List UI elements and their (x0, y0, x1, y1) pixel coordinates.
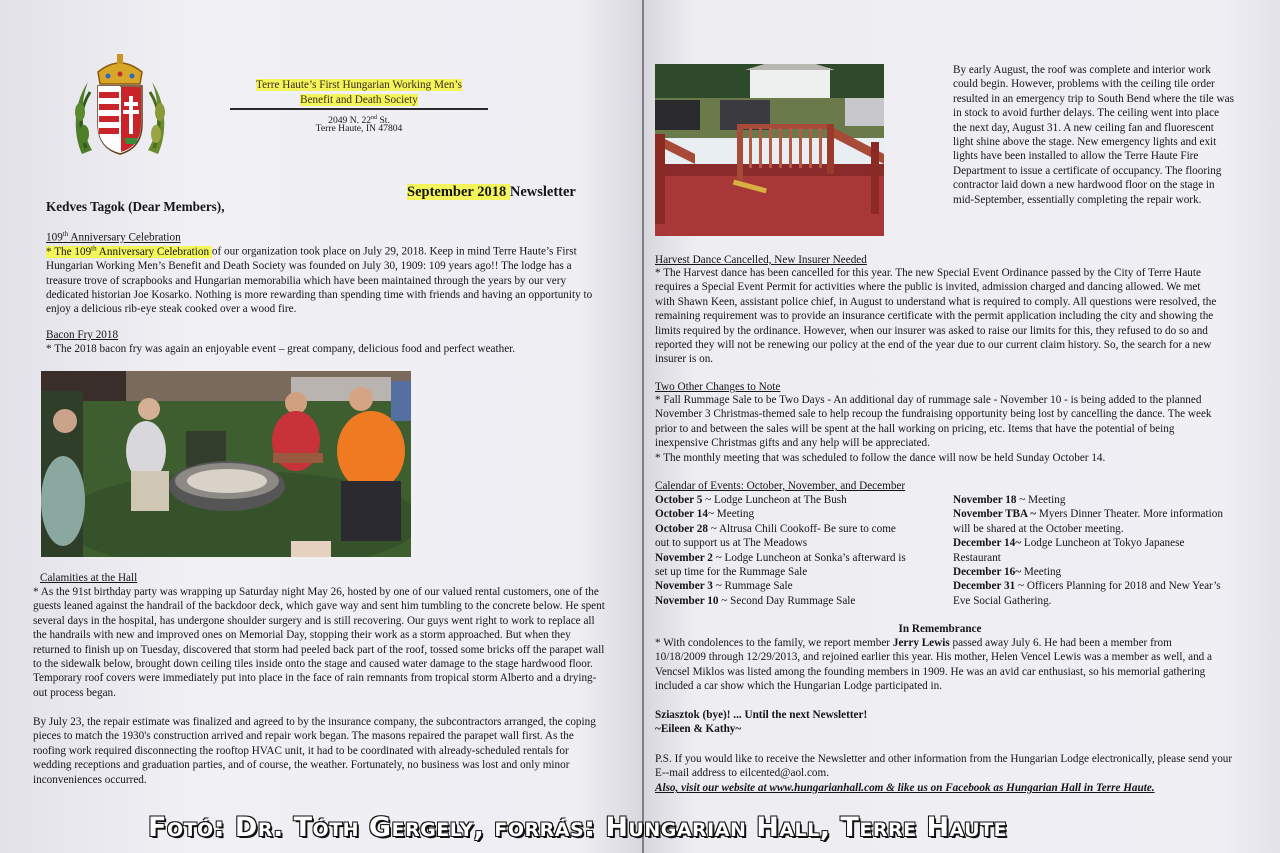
calendar-event (655, 507, 907, 521)
member-name: Jerry Lewis (892, 637, 950, 649)
address-line1: 2049 N. 22nd St. (328, 115, 390, 127)
calendar-event (655, 522, 907, 551)
new-deck-photo (655, 64, 884, 236)
calendar-event-text: Lodge Luncheon at Tokyo Japanese Restaurant (953, 537, 1185, 564)
calendar-event-text: ~ Meeting (1016, 494, 1066, 506)
signoff-line1: Sziasztok (bye)! ... Until the next Newsletter! (655, 709, 868, 721)
calendar-event (953, 579, 1223, 608)
calendar-event-text: ~ Second Day Rummage Sale (718, 594, 856, 607)
address-line2: Terre Haute, IN 47804 (315, 123, 403, 134)
calendar-event-text: Meeting (1021, 566, 1062, 579)
calamities-paragraph2: By July 23, the repair estimate was finalized and agreed to by the insurance company, the subcontractors arranged, the coping pieces to match the 1930's construction arrived and repair work began. The masons repaired the parapet wall first. As the roofing work required disconnecting the rooftop HVAC unit, it had to be coordinated with already-scheduled rentals for wedding receptions and graduation parties, and of course, the weather. Fortunately, no business was lost and only minor inconveniences occurred. (33, 716, 596, 786)
org-name-line1: Terre Haute’s First Hungarian Working Men’s (256, 79, 462, 91)
calendar-event-date: November 18 (953, 494, 1017, 506)
signoff-line2: ~Eileen & Kathy~ (655, 723, 742, 735)
photo-credit-watermark: Fotó: Dr. Tóth Gergely, forrás: Hungarian Hall, Terre Haute (148, 812, 1008, 843)
calendar-event-text: ~ Rummage Sale (712, 580, 793, 593)
hungarian-coat-of-arms-icon (68, 52, 172, 164)
august-repairs-body: By early August, the roof was complete and interior work could begin. However, problems with the ceiling tile order resulted in an emergency trip to South Bend where the tile was in stock to avoid further delays. The ceiling went into place the next day, August 31. A new ceiling fan and fluorescent light shine above the stage. New emergency lights and exit lights have been installed to allow the Terre Haute Fire Department to issue a certificate of occupancy. The flooring contractor laid down a new hardwood floor on the stage in mid-September, essentially completing the repair work. (953, 64, 1234, 206)
calendar-event (953, 493, 1223, 507)
calendar-event-date: December 31 (953, 580, 1016, 593)
anniversary-highlight: * The 109th Anniversary Celebration (46, 244, 212, 258)
calendar-event (655, 493, 907, 507)
calendar-event (655, 594, 907, 608)
greeting: Kedves Tagok (Dear Members), (46, 199, 225, 214)
calendar-event (953, 565, 1223, 579)
calamities-heading: Calamities at the Hall (40, 572, 138, 584)
calendar-event-date: December 14~ (953, 537, 1022, 550)
calendar-event-date: November 2 (655, 551, 713, 564)
calendar-event-date: October 14 (655, 508, 708, 521)
calendar-left-column (655, 493, 907, 608)
harvest-heading: Harvest Dance Cancelled, New Insurer Needed (655, 254, 867, 266)
bacon-fry-photo (41, 371, 411, 557)
calendar-event-date: October 5 (655, 494, 703, 506)
calendar-event-text: ~ Meeting (707, 508, 755, 521)
org-name-line2: Benefit and Death Society (300, 94, 418, 106)
newsletter-page-right (644, 0, 1280, 853)
remembrance-body: * With condolences to the family, we report member Jerry Lewis passed away July 6. He had been a member from 10/18/2009 through 12/29/2013, and rejoined earlier this year. His mother, Helen Vencel Lewis was a member as well, and a Vencsel Miklos was listed among the founding members in 1909. He was an avid car enthusiast, so his memorial gathering included a car show which the Hungarian Lodge participated in. (655, 637, 1213, 693)
newsletter-title: September 2018 Newsletter (407, 184, 576, 200)
changes-paragraph1: * Fall Rummage Sale to be Two Days - An additional day of rummage sale - November 10 - is being added to the planned November 3 Christmas-themed sale to help recoup the fundraising opportunity being lost by cancelling the dance. The week prior to and between the sales will be spent at the hall working on pricing, etc. Items that have the potential of being inexpensive Christmas gifts and any help will be appreciated. (655, 394, 1212, 450)
calendar-heading: Calendar of Events: October, November, and December (655, 480, 906, 492)
calendar-right-column (953, 493, 1223, 608)
calendar-event-date: November TBA ~ (953, 508, 1037, 521)
anniversary-heading: 109th Anniversary Celebration (46, 230, 181, 244)
calendar-event-text: Myers Dinner Theater. More information will be shared at the October meeting. (953, 508, 1223, 535)
calendar-event-date: December 16~ (953, 566, 1022, 579)
calendar-event (655, 579, 907, 593)
calendar-event-date: November 10 (655, 594, 719, 607)
calendar-event-date: November 3 (655, 580, 713, 593)
calendar-event-date: October 28 (655, 522, 708, 535)
calendar-event (953, 536, 1223, 565)
calendar-event (655, 551, 907, 580)
calamities-paragraph1: * As the 91st birthday party was wrapping up Saturday night May 26, hosted by one of our valued rental customers, one of the guests leaned against the handrail of the backdoor deck, which gave way and sent him tumbling to the concrete below. He spent several days in the hospital, has undergone shoulder surgery and is still recovering. Our guys went right to work to replace all the handrails with new and improved ones on Memorial Day, stopping their work as a storm approached. But when they returned to finish up on Tuesday, discovered that storm had peeled back part of the roof, tossed some bricks off the parapet wall to the sidewalk below, brought down ceiling tiles inside onto the stage and caused water damage to the stage hardwood floor. Temporary roof covers were immediately put into place in the face of rain remnants from tropical storm Alberto and a drying-out process began. (33, 586, 605, 699)
calendar-event-text: ~ Altrusa Chili Cookoff- Be sure to come out to support us at The Meadows (655, 522, 896, 550)
remembrance-heading: In Remembrance (898, 623, 982, 635)
calendar-event (953, 507, 1223, 536)
changes-paragraph2: * The monthly meeting that was scheduled to follow the dance will now be held Sunday October 14. (655, 452, 1106, 464)
website-facebook-note: Also, visit our website at www.hungarianhall.com & like us on Facebook as Hungarian Hall in Terre Haute. (655, 782, 1155, 794)
bacon-fry-body: * The 2018 bacon fry was again an enjoyable event – great company, delicious food and perfect weather. (46, 343, 516, 355)
bacon-fry-heading: Bacon Fry 2018 (46, 329, 119, 341)
harvest-body: * The Harvest dance has been cancelled for this year. The new Special Event Ordinance passed by the City of Terre Haute requires a Special Event Permit for activities where the public is invited, admission charged and dancing allowed. We met with Shawn Keen, assistant police chief, in August to understand what is required to comply. All questions were resolved, the remaining requirement was to provide an insurance certificate with the permit application including the city and showing the limits required by the ordinance. However, when our insurer was asked to raise our limits for this, they refused to do so and reported they will not be renewing our policy at the end of the year due to our current claim history. So, the search for a new insurer is on. (655, 267, 1217, 366)
header-rule (230, 108, 488, 110)
anniversary-body: * The 109th Anniversary Celebration of our organization took place on July 29, 2018. Keep in mind Terre Haute’s First Hungarian Working Men’s Benefit and Death Society was founded on July 30, 1909: 109 years ago!! The lodge has a treasure trove of scrapbooks and Hungarian memorabilia which have been maintained through the years by our very dedicated historian Joe Kosarko. Nothing is more rewarding than spending time with friends and having an opportunity to enjoy a delicious rib-eye steak cooked over a wood fire. (46, 244, 593, 316)
calendar-event-text: ~ Officers Planning for 2018 and New Year’s Eve Social Gathering. (953, 580, 1221, 607)
calendar-event-text: ~ Lodge Luncheon at Sonka’s afterward is set up time for the Rummage Sale (655, 551, 906, 579)
changes-heading: Two Other Changes to Note (655, 381, 781, 393)
ps-body: P.S. If you would like to receive the Newsletter and other information from the Hungarian Lodge electronically, please send your E--mail address to eilcented@aol.com. (655, 753, 1233, 780)
calendar-event-text: ~ Lodge Luncheon at The Bush (702, 494, 847, 506)
